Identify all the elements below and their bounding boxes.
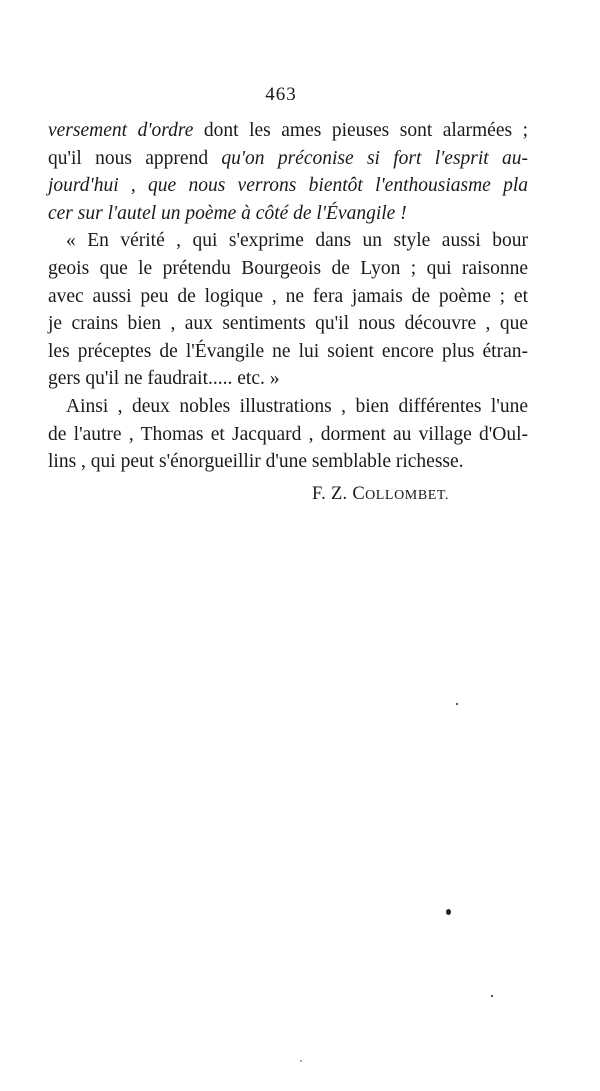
page-number: 463 — [265, 84, 297, 105]
author-signature — [312, 484, 449, 505]
italic-phrase: cer sur l'autel un poème à côté de l'Évangile ! — [48, 202, 407, 224]
scan-speck — [456, 703, 458, 705]
text-line: geois que le prétendu Bourgeois de Lyon ; qui raisonne — [48, 257, 528, 279]
scan-speck — [300, 1060, 302, 1062]
italic-phrase: que nous verrons bientôt l'enthousiasme pla — [148, 175, 529, 197]
italic-phrase: versement d'ordre — [48, 120, 194, 141]
paragraph-conclusion — [48, 393, 528, 476]
signature-surname-rest: OLLOMBET. — [365, 488, 450, 503]
text-line — [48, 117, 528, 145]
signature-surname-initial: C — [352, 484, 366, 504]
text-run: , — [118, 175, 149, 197]
signature-initials: F. Z. — [312, 484, 353, 504]
text-line: Ainsi , deux nobles illustrations , bien différentes l'une — [66, 395, 528, 417]
text-line — [48, 172, 528, 200]
text-line — [48, 200, 528, 228]
text-line — [48, 145, 528, 173]
text-line: les préceptes de l'Évangile ne lui soient encore plus étran- — [48, 340, 528, 362]
scan-speck — [446, 909, 451, 915]
text-line: « En vérité , qui s'exprime dans un style aussi bour — [66, 230, 528, 252]
text-line: gers qu'il ne faudrait..... etc. » — [48, 368, 280, 390]
italic-phrase: jourd'hui — [48, 175, 119, 197]
text-line: lins , qui peut s'énorgueillir d'une semblable richesse. — [48, 451, 464, 473]
text-line: de l'autre , Thomas et Jacquard , dorment au village d'Oul- — [48, 423, 528, 445]
body-text — [48, 117, 528, 476]
paragraph-quotation — [48, 227, 528, 393]
text-run: qu'il nous apprend — [48, 147, 222, 169]
text-line: je crains bien , aux sentiments qu'il nous découvre , que — [48, 313, 528, 335]
scan-speck — [491, 995, 493, 997]
text-run: dont les ames pieuses sont alarmées ; — [193, 120, 528, 141]
text-line: avec aussi peu de logique , ne fera jamais de poème ; et — [48, 285, 528, 307]
paragraph-continuation — [48, 117, 528, 227]
italic-phrase: qu'on préconise si fort l'esprit au- — [221, 147, 528, 169]
